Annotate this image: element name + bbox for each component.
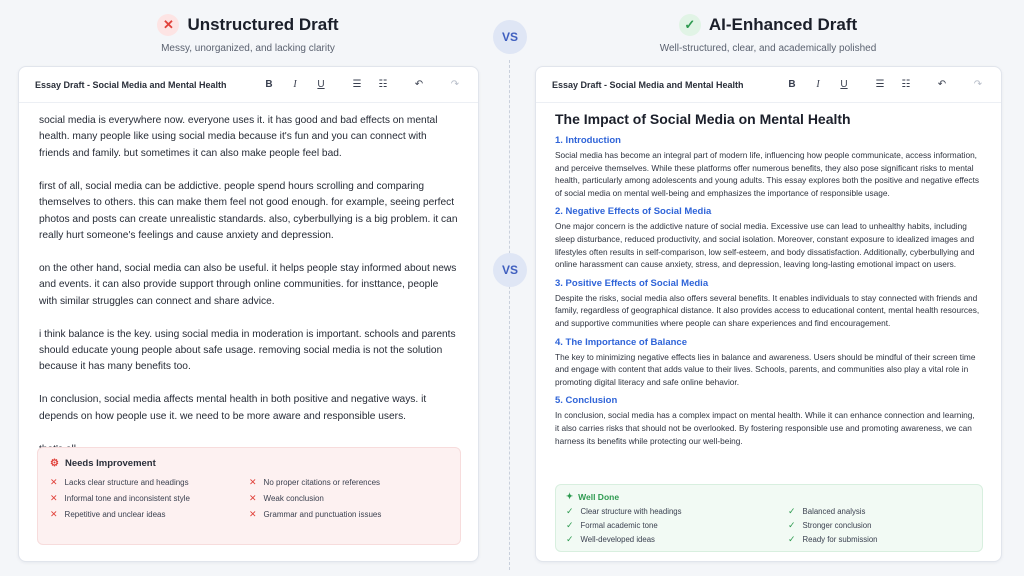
numbered-list-icon[interactable]: ☷ [901,79,911,90]
draft-paragraph: on the other hand, social media can also be useful. it helps people stay informed about news and events. it can also provide support through online communities. for insttance, people with similar struggles can connect and share advice. [39,262,457,307]
bold-button[interactable]: B [788,79,796,90]
issue-text: Weak conclusion [263,494,324,503]
enhanced-editor [535,66,1002,562]
draft-paragraph: first of all, social media can be addictive. people spend hours scrolling and comparing themselves to others. this can make them feel not good enough. for example, seeing perfect photos and posts can create unrealistic standards. also, cyberbullying is a big problem. it can really hurt someone's feelings and cause anxiety and depression. [39,180,458,241]
strength-text: Balanced analysis [802,507,866,516]
document-title: Essay Draft - Social Media and Mental Health [35,79,227,90]
issue-text: Lacks clear structure and headings [64,478,189,487]
strength-item [566,534,788,545]
strength-text: Ready for submission [802,535,878,544]
section-heading: 3. Positive Effects of Social Media [555,277,709,289]
draft-paragraph: In conclusion, social media affects mental health in both positive and negative ways. it depends on how people use it. we need to be more aware and responsible users. [39,394,427,422]
check-icon: ✓ [788,520,796,530]
section-body: One major concern is the addictive nature of social media. Excessive use can lead to unhealthy habits, including sleep disturbance, reduced productivity, and social isolation. Moreover, constant exposure to idealized images and lifestyles often results in self-comparison, low self-esteem, and body dissatisfaction. Additionally, cyberbullying and online harassment can cause anxiety, stress, and depression, leaving long-lasting emotional impact on users. [555,221,975,270]
section-heading: 2. Negative Effects of Social Media [555,206,712,218]
draft-paragraph: i think balance is the key. using social media in moderation is important. schools and parents should educate young people about safe usage. removing social media is not the solution because it has many benefits too. [39,328,456,373]
strength-text: Well-developed ideas [580,535,655,544]
needs-improvement-title: Needs Improvement [64,458,156,469]
bullet-list-icon[interactable]: ☰ [352,79,362,90]
editor-toolbar [536,67,1001,103]
strength-item [788,534,972,545]
well-done-title: Well Done [578,491,620,502]
issue-text: Informal tone and inconsistent style [64,494,190,503]
italic-button[interactable]: I [816,79,820,90]
section-body: Despite the risks, social media also offers several benefits. It enables individuals to stay connected with friends and family, regardless of geographical distance. It also provides access to educational content, mental health resources, and supportive communities where people can share experiences and find encouragement. [555,292,980,328]
section-body: The key to minimizing negative effects lies in balance and awareness. Users should be mindful of their screen time and engage with content that adds value to their lives. Schools, parents, and communities also play a vital role in promoting digital literacy and safe online behavior. [555,351,976,387]
strength-text: Formal academic tone [580,521,658,530]
x-icon: ✕ [50,509,58,519]
check-icon: ✓ [566,534,574,544]
editor-toolbar [19,67,478,103]
essay-title: The Impact of Social Media on Mental Health [555,111,851,127]
undo-icon[interactable]: ↶ [414,79,424,90]
issue-text: Grammar and punctuation issues [263,510,382,519]
italic-button[interactable]: I [293,79,297,90]
issue-item [249,509,448,520]
section-body: In conclusion, social media has a complex impact on mental health. While it can enhance connection and learning, it also carries risks that should not be overlooked. By fostering responsible use and promoting awareness, we can harness its benefits while protecting our well-being. [555,410,975,446]
bullet-list-icon[interactable]: ☰ [875,79,885,90]
vs-badge-middle: VS [493,253,527,287]
enhanced-header [535,14,1001,54]
well-done-panel [555,484,983,552]
x-icon: ✕ [249,509,257,519]
x-icon: ✕ [249,493,257,503]
issue-item [50,493,249,504]
unstructured-title: Unstructured Draft [187,15,339,34]
strength-item [566,506,788,517]
unstructured-header [18,14,478,54]
document-title: Essay Draft - Social Media and Mental Health [552,79,744,90]
redo-icon[interactable]: ↷ [973,79,983,90]
issue-text: No proper citations or references [263,478,381,487]
check-icon: ✓ [788,534,796,544]
enhanced-body[interactable] [536,103,1001,447]
unstructured-editor [18,66,479,562]
numbered-list-icon[interactable]: ☷ [378,79,388,90]
strength-text: Stronger conclusion [802,521,872,530]
x-icon: ✕ [249,477,257,487]
issue-text: Repetitive and unclear ideas [64,510,166,519]
section-body: Social media has become an integral part of modern life, influencing how people communicate, access information, and perceive themselves. While these platforms offer numerous benefits, they also pose significant risks to mental health, particularly among adolescents and young adults. This essay explores both the positive and negative effects of social media on mental well-being and emphasizes the importance of responsible usage. [555,150,980,198]
section-heading: 1. Introduction [555,135,621,146]
check-icon: ✓ [566,506,574,516]
draft-body[interactable] [19,103,478,458]
check-icon: ✓ [788,506,796,516]
section-heading: 4. The Importance of Balance [555,336,687,348]
strength-item [788,520,972,531]
issue-item [249,493,448,504]
undo-icon[interactable]: ↶ [937,79,947,90]
sparkle-icon: ✦ [566,491,574,501]
check-icon: ✓ [566,520,574,530]
issue-item [50,477,249,488]
issue-item [50,509,249,520]
strength-text: Clear structure with headings [580,507,682,516]
x-icon: ✕ [157,14,179,36]
center-divider [509,60,510,570]
unstructured-subtitle: Messy, unorganized, and lacking clarity [161,43,335,54]
underline-button[interactable]: U [317,79,325,90]
issue-item [249,477,448,488]
check-icon: ✓ [679,14,701,36]
strength-item [566,520,788,531]
redo-icon[interactable]: ↷ [450,79,460,90]
strength-item [788,506,972,517]
enhanced-title: AI-Enhanced Draft [708,15,858,34]
bold-button[interactable]: B [265,79,273,90]
section-heading: 5. Conclusion [555,395,618,407]
draft-paragraph: social media is everywhere now. everyone uses it. it has good and bad effects on mental health. many people like using social media because it's fun and you can connect with friends and family. but sometimes it can also make people feel bad. [39,115,438,159]
vs-badge-top: VS [493,20,527,54]
enhanced-subtitle: Well-structured, clear, and academically polished [659,43,877,54]
warning-icon: ⚙ [50,458,59,469]
underline-button[interactable]: U [840,79,848,90]
x-icon: ✕ [50,493,58,503]
x-icon: ✕ [50,477,58,487]
needs-improvement-panel [37,447,461,545]
